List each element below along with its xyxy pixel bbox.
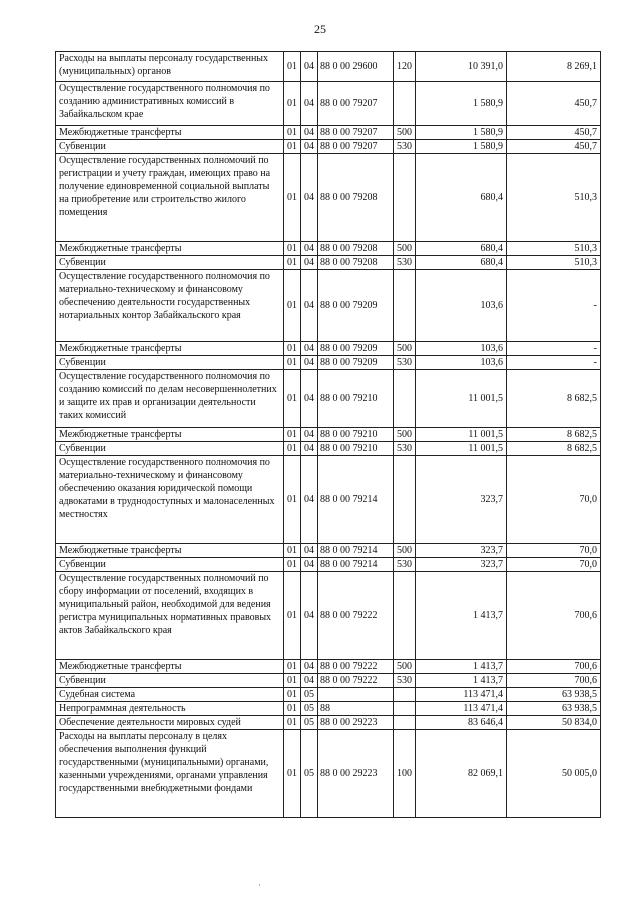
row-sum-2: 70,0 bbox=[507, 456, 601, 544]
row-name: Обеспечение деятельности мировых судей bbox=[56, 716, 284, 730]
row-rz: 01 bbox=[284, 716, 301, 730]
row-sum-1: 113 471,4 bbox=[416, 688, 507, 702]
row-csr: 88 0 00 79210 bbox=[318, 442, 394, 456]
row-csr: 88 0 00 79207 bbox=[318, 126, 394, 140]
row-rz: 01 bbox=[284, 572, 301, 660]
row-name: Осуществление государственных полномочий по регистрации и учету граждан, имеющих право на получение единовременной социальной выплаты на приобретение или строительство жилого помещения bbox=[56, 154, 284, 242]
table-row bbox=[56, 428, 601, 442]
row-sum-1: 680,4 bbox=[416, 256, 507, 270]
row-vr: 500 bbox=[394, 342, 416, 356]
row-pr: 04 bbox=[301, 356, 318, 370]
row-pr: 04 bbox=[301, 126, 318, 140]
row-sum-2: 50 834,0 bbox=[507, 716, 601, 730]
row-rz: 01 bbox=[284, 52, 301, 82]
row-csr: 88 0 00 79209 bbox=[318, 270, 394, 342]
row-sum-2: 450,7 bbox=[507, 82, 601, 126]
row-sum-2: - bbox=[507, 356, 601, 370]
row-pr: 04 bbox=[301, 242, 318, 256]
row-vr: 120 bbox=[394, 52, 416, 82]
row-rz: 01 bbox=[284, 140, 301, 154]
row-vr: 500 bbox=[394, 544, 416, 558]
row-csr: 88 0 00 79207 bbox=[318, 140, 394, 154]
row-csr: 88 0 00 79214 bbox=[318, 558, 394, 572]
row-rz: 01 bbox=[284, 702, 301, 716]
row-sum-2: 70,0 bbox=[507, 544, 601, 558]
row-sum-1: 83 646,4 bbox=[416, 716, 507, 730]
row-vr: 100 bbox=[394, 730, 416, 818]
row-sum-2: 8 682,5 bbox=[507, 370, 601, 428]
row-pr: 04 bbox=[301, 154, 318, 242]
row-pr: 04 bbox=[301, 674, 318, 688]
table-row bbox=[56, 716, 601, 730]
row-vr: 530 bbox=[394, 256, 416, 270]
row-sum-2: 50 005,0 bbox=[507, 730, 601, 818]
row-rz: 01 bbox=[284, 544, 301, 558]
row-pr: 05 bbox=[301, 688, 318, 702]
row-pr: 04 bbox=[301, 558, 318, 572]
row-name: Осуществление государственного полномочия по созданию комиссий по делам несовершеннолетних и защите их прав и организации деятельности таких комиссий bbox=[56, 370, 284, 428]
row-csr: 88 0 00 79209 bbox=[318, 356, 394, 370]
row-sum-2: 510,3 bbox=[507, 154, 601, 242]
row-sum-2: - bbox=[507, 270, 601, 342]
row-csr: 88 0 00 79222 bbox=[318, 674, 394, 688]
row-pr: 04 bbox=[301, 342, 318, 356]
row-pr: 04 bbox=[301, 256, 318, 270]
row-pr: 04 bbox=[301, 270, 318, 342]
row-rz: 01 bbox=[284, 342, 301, 356]
row-csr: 88 0 00 79210 bbox=[318, 428, 394, 442]
row-csr: 88 0 00 29223 bbox=[318, 730, 394, 818]
row-csr: 88 0 00 79222 bbox=[318, 660, 394, 674]
row-vr: 500 bbox=[394, 242, 416, 256]
row-sum-2: 8 269,1 bbox=[507, 52, 601, 82]
row-csr: 88 0 00 79222 bbox=[318, 572, 394, 660]
row-name: Судебная система bbox=[56, 688, 284, 702]
row-rz: 01 bbox=[284, 242, 301, 256]
row-name: Межбюджетные трансферты bbox=[56, 342, 284, 356]
row-vr bbox=[394, 82, 416, 126]
row-sum-2: - bbox=[507, 342, 601, 356]
row-name: Субвенции bbox=[56, 140, 284, 154]
table-row bbox=[56, 242, 601, 256]
row-pr: 04 bbox=[301, 456, 318, 544]
row-sum-1: 11 001,5 bbox=[416, 428, 507, 442]
row-csr: 88 0 00 29600 bbox=[318, 52, 394, 82]
table-row bbox=[56, 270, 601, 342]
row-rz: 01 bbox=[284, 370, 301, 428]
row-pr: 05 bbox=[301, 730, 318, 818]
row-name: Субвенции bbox=[56, 356, 284, 370]
row-rz: 01 bbox=[284, 356, 301, 370]
table-row bbox=[56, 660, 601, 674]
row-pr: 04 bbox=[301, 572, 318, 660]
row-pr: 04 bbox=[301, 370, 318, 428]
row-rz: 01 bbox=[284, 442, 301, 456]
row-sum-1: 103,6 bbox=[416, 342, 507, 356]
row-name: Осуществление государственных полномочий по сбору информации от поселений, входящих в муниципальный район, необходимой для ведения регистра муниципальных нормативных правовых актов Забайкальского края bbox=[56, 572, 284, 660]
row-name: Межбюджетные трансферты bbox=[56, 428, 284, 442]
row-sum-1: 1 580,9 bbox=[416, 140, 507, 154]
row-sum-1: 11 001,5 bbox=[416, 370, 507, 428]
row-vr: 530 bbox=[394, 442, 416, 456]
row-name: Расходы на выплаты персоналу в целях обеспечения выполнения функций государственными (муниципальными) органами, казенными учреждениями, органами управления государственными внебюджетными фондами bbox=[56, 730, 284, 818]
row-name: Осуществление государственного полномочия по материально-техническому и финансовому обеспечению оказания юридической помощи адвокатами в труднодоступных и малонаселенных местностях bbox=[56, 456, 284, 544]
row-sum-2: 450,7 bbox=[507, 126, 601, 140]
row-name: Межбюджетные трансферты bbox=[56, 126, 284, 140]
row-rz: 01 bbox=[284, 256, 301, 270]
table-row bbox=[56, 544, 601, 558]
row-rz: 01 bbox=[284, 688, 301, 702]
row-sum-1: 82 069,1 bbox=[416, 730, 507, 818]
row-sum-1: 323,7 bbox=[416, 456, 507, 544]
row-rz: 01 bbox=[284, 428, 301, 442]
table-row bbox=[56, 154, 601, 242]
row-vr: 530 bbox=[394, 674, 416, 688]
row-rz: 01 bbox=[284, 82, 301, 126]
row-sum-1: 103,6 bbox=[416, 270, 507, 342]
row-sum-2: 510,3 bbox=[507, 256, 601, 270]
row-sum-1: 103,6 bbox=[416, 356, 507, 370]
table-row bbox=[56, 572, 601, 660]
budget-table bbox=[55, 51, 601, 818]
row-csr: 88 0 00 79207 bbox=[318, 82, 394, 126]
row-csr: 88 0 00 79209 bbox=[318, 342, 394, 356]
row-rz: 01 bbox=[284, 558, 301, 572]
row-vr bbox=[394, 154, 416, 242]
row-sum-1: 323,7 bbox=[416, 544, 507, 558]
row-sum-2: 700,6 bbox=[507, 674, 601, 688]
row-rz: 01 bbox=[284, 674, 301, 688]
table-row bbox=[56, 356, 601, 370]
row-sum-1: 1 580,9 bbox=[416, 126, 507, 140]
row-vr bbox=[394, 572, 416, 660]
row-sum-2: 700,6 bbox=[507, 572, 601, 660]
row-sum-1: 113 471,4 bbox=[416, 702, 507, 716]
row-vr: 530 bbox=[394, 356, 416, 370]
row-rz: 01 bbox=[284, 660, 301, 674]
row-sum-1: 680,4 bbox=[416, 154, 507, 242]
row-sum-1: 1 580,9 bbox=[416, 82, 507, 126]
row-name: Межбюджетные трансферты bbox=[56, 660, 284, 674]
row-csr: 88 0 00 29223 bbox=[318, 716, 394, 730]
row-csr: 88 0 00 79208 bbox=[318, 256, 394, 270]
row-name: Расходы на выплаты персоналу государственных (муниципальных) органов bbox=[56, 52, 284, 82]
row-pr: 05 bbox=[301, 716, 318, 730]
row-csr: 88 0 00 79214 bbox=[318, 544, 394, 558]
table-row bbox=[56, 82, 601, 126]
table-row bbox=[56, 256, 601, 270]
row-vr bbox=[394, 702, 416, 716]
row-name: Непрограммная деятельность bbox=[56, 702, 284, 716]
table-row bbox=[56, 730, 601, 818]
table-row bbox=[56, 442, 601, 456]
row-sum-1: 323,7 bbox=[416, 558, 507, 572]
row-rz: 01 bbox=[284, 154, 301, 242]
table-row bbox=[56, 370, 601, 428]
table-row bbox=[56, 688, 601, 702]
row-csr: 88 0 00 79214 bbox=[318, 456, 394, 544]
row-vr bbox=[394, 688, 416, 702]
row-sum-1: 11 001,5 bbox=[416, 442, 507, 456]
row-sum-2: 63 938,5 bbox=[507, 688, 601, 702]
row-vr bbox=[394, 456, 416, 544]
row-sum-2: 700,6 bbox=[507, 660, 601, 674]
row-pr: 04 bbox=[301, 140, 318, 154]
row-name: Субвенции bbox=[56, 558, 284, 572]
row-csr: 88 0 00 79208 bbox=[318, 154, 394, 242]
row-vr bbox=[394, 270, 416, 342]
row-pr: 05 bbox=[301, 702, 318, 716]
row-name: Межбюджетные трансферты bbox=[56, 544, 284, 558]
row-rz: 01 bbox=[284, 270, 301, 342]
row-name: Субвенции bbox=[56, 256, 284, 270]
row-pr: 04 bbox=[301, 428, 318, 442]
row-name: Субвенции bbox=[56, 442, 284, 456]
row-sum-1: 10 391,0 bbox=[416, 52, 507, 82]
row-name: Осуществление государственного полномочия по созданию административных комиссий в Забайкальском крае bbox=[56, 82, 284, 126]
table-row bbox=[56, 674, 601, 688]
row-sum-1: 680,4 bbox=[416, 242, 507, 256]
row-sum-2: 510,3 bbox=[507, 242, 601, 256]
row-csr: 88 0 00 79210 bbox=[318, 370, 394, 428]
row-name: Межбюджетные трансферты bbox=[56, 242, 284, 256]
row-sum-2: 8 682,5 bbox=[507, 428, 601, 442]
row-sum-2: 70,0 bbox=[507, 558, 601, 572]
table-row bbox=[56, 126, 601, 140]
row-vr bbox=[394, 716, 416, 730]
row-csr: 88 bbox=[318, 702, 394, 716]
table-row bbox=[56, 702, 601, 716]
row-rz: 01 bbox=[284, 456, 301, 544]
row-rz: 01 bbox=[284, 730, 301, 818]
table-row bbox=[56, 52, 601, 82]
row-vr: 530 bbox=[394, 558, 416, 572]
row-pr: 04 bbox=[301, 660, 318, 674]
row-vr: 500 bbox=[394, 428, 416, 442]
row-sum-2: 63 938,5 bbox=[507, 702, 601, 716]
table-row bbox=[56, 342, 601, 356]
table-row bbox=[56, 140, 601, 154]
page-number: 25 bbox=[314, 22, 326, 36]
row-rz: 01 bbox=[284, 126, 301, 140]
row-vr bbox=[394, 370, 416, 428]
row-vr: 500 bbox=[394, 660, 416, 674]
row-name: Осуществление государственного полномочия по материально-техническому и финансовому обеспечению деятельности государственных нотариальных контор Забайкальского края bbox=[56, 270, 284, 342]
table-row bbox=[56, 456, 601, 544]
row-pr: 04 bbox=[301, 544, 318, 558]
row-sum-2: 8 682,5 bbox=[507, 442, 601, 456]
row-vr: 530 bbox=[394, 140, 416, 154]
row-csr: 88 0 00 79208 bbox=[318, 242, 394, 256]
row-vr: 500 bbox=[394, 126, 416, 140]
row-sum-1: 1 413,7 bbox=[416, 660, 507, 674]
row-sum-2: 450,7 bbox=[507, 140, 601, 154]
row-sum-1: 1 413,7 bbox=[416, 572, 507, 660]
row-pr: 04 bbox=[301, 82, 318, 126]
row-sum-1: 1 413,7 bbox=[416, 674, 507, 688]
row-name: Субвенции bbox=[56, 674, 284, 688]
row-pr: 04 bbox=[301, 442, 318, 456]
row-csr bbox=[318, 688, 394, 702]
row-pr: 04 bbox=[301, 52, 318, 82]
scan-mark: · bbox=[258, 880, 261, 890]
table-row bbox=[56, 558, 601, 572]
